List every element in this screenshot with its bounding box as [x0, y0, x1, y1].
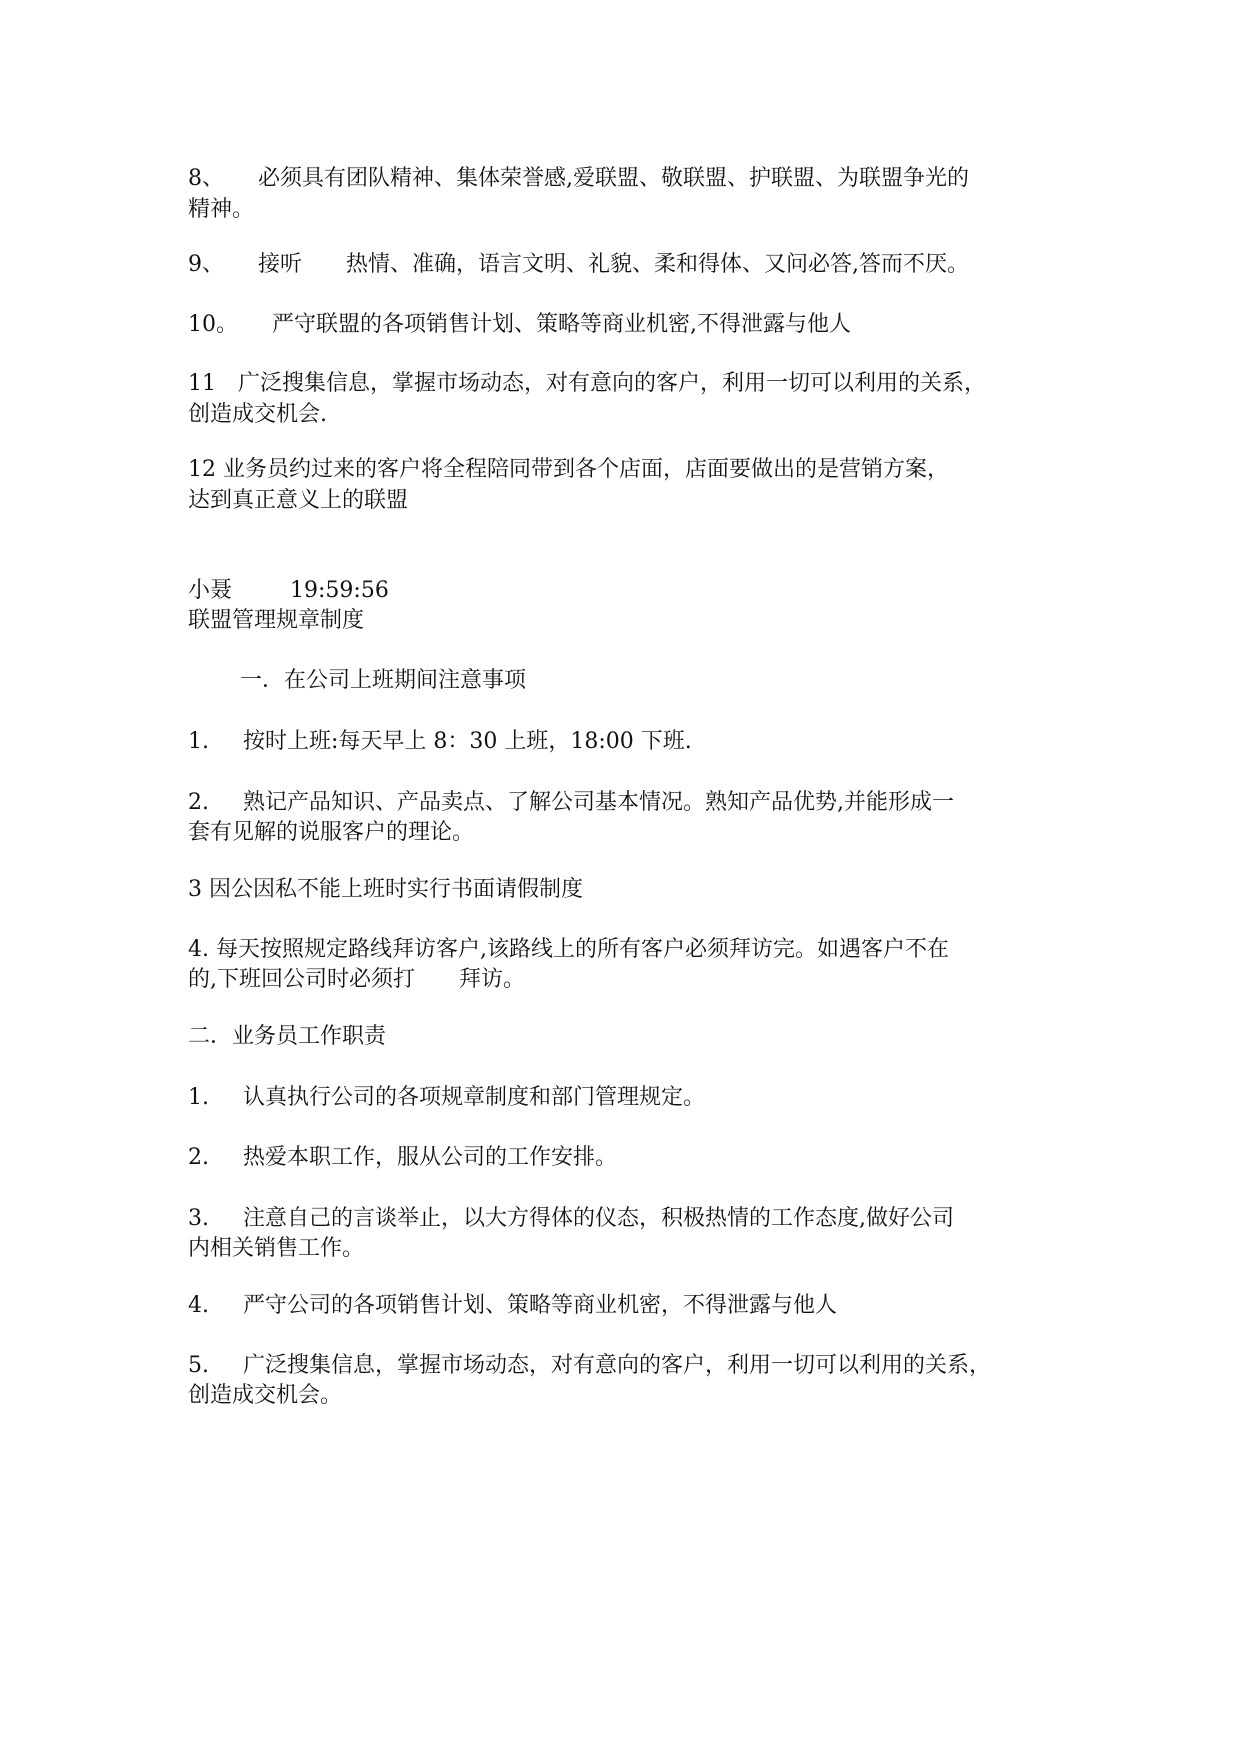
item-number: 8、 — [188, 166, 224, 191]
item-number: 10。 — [188, 312, 238, 337]
item-text: 严守联盟的各项销售计划、策略等商业机密,不得泄露与他人 — [272, 312, 851, 337]
message-header — [188, 578, 1068, 604]
section-1-item-2 — [188, 790, 1068, 816]
section-1-item-2-continuation — [188, 820, 1068, 846]
section-2-item-3-continuation — [188, 1236, 1068, 1262]
item-text-continued: 达到真正意义上的联盟 — [188, 488, 409, 513]
item-number: 9、 — [188, 252, 224, 277]
item-number: 2. — [188, 1145, 209, 1170]
item-text: 3 因公因私不能上班时实行书面请假制度 — [188, 877, 583, 902]
item-text: 12 业务员约过来的客户将全程陪同带到各个店面，店面要做出的是营销方案， — [188, 457, 949, 482]
item-number: 5. — [188, 1353, 209, 1378]
item-number: 1. — [188, 729, 209, 754]
item-number: 11 — [188, 371, 216, 396]
item-text-continued: 内相关销售工作。 — [188, 1236, 365, 1261]
section-1-item-4-continuation — [188, 967, 1068, 993]
item-text: 广泛搜集信息，掌握市场动态，对有意向的客户，利用一切可以利用的关系， — [243, 1353, 992, 1378]
heading-text: 二．业务员工作职责 — [188, 1024, 387, 1049]
item-text: 熟记产品知识、产品卖点、了解公司基本情况。熟知产品优势,并能形成一 — [243, 790, 954, 815]
item-text: 按时上班:每天早上 8：30 上班，18:00 下班. — [243, 729, 692, 754]
section-2-item-3 — [188, 1206, 1068, 1232]
item-text: 注意自己的言谈举止，以大方得体的仪态，积极热情的工作态度,做好公司 — [243, 1206, 954, 1231]
item-text: 广泛搜集信息，掌握市场动态，对有意向的客户，利用一切可以利用的关系， — [238, 371, 987, 396]
item-text: 热爱本职工作，服从公司的工作安排。 — [243, 1145, 618, 1170]
section-2-heading — [188, 1024, 1068, 1050]
section-2-item-4 — [188, 1293, 1068, 1319]
heading-text: 一．在公司上班期间注意事项 — [240, 668, 527, 693]
item-text-continued: 创造成交机会。 — [188, 1383, 343, 1408]
item-text: 必须具有团队精神、集体荣誉感,爱联盟、敬联盟、护联盟、为联盟争光的 — [258, 166, 969, 191]
item-text-part2: 热情、准确，语言文明、礼貌、柔和得体、又问必答,答而不厌。 — [346, 252, 970, 277]
item-text-continued: 创造成交机会. — [188, 402, 327, 427]
item-text-continued: 精神。 — [188, 197, 255, 222]
item-number: 4. — [188, 1293, 209, 1318]
title-text: 联盟管理规章制度 — [188, 608, 365, 633]
item-8 — [188, 166, 1068, 192]
item-text-continued-a: 的,下班回公司时必须打 — [188, 967, 415, 992]
section-2-item-5 — [188, 1353, 1068, 1379]
item-10 — [188, 312, 1068, 338]
item-text: 严守公司的各项销售计划、策略等商业机密，不得泄露与他人 — [243, 1293, 838, 1318]
item-text-part1: 接听 — [258, 252, 303, 277]
section-1-item-4 — [188, 937, 1068, 963]
section-1-heading — [240, 668, 1120, 694]
item-text: 4. 每天按照规定路线拜访客户,该路线上的所有客户必须拜访完。如遇客户不在 — [188, 937, 949, 962]
section-1-item-3 — [188, 877, 1068, 903]
item-text: 认真执行公司的各项规章制度和部门管理规定。 — [243, 1085, 706, 1110]
item-12 — [188, 457, 1068, 483]
item-number: 3. — [188, 1206, 209, 1231]
item-text-continued-b: 拜访。 — [459, 967, 526, 992]
section-2-item-2 — [188, 1145, 1068, 1171]
section-2-item-5-continuation — [188, 1383, 1068, 1409]
item-number: 2. — [188, 790, 209, 815]
item-11-continuation — [188, 402, 1068, 428]
section-2-item-1 — [188, 1085, 1068, 1111]
item-11 — [188, 371, 1068, 397]
item-12-continuation — [188, 488, 1068, 514]
item-8-continuation — [188, 197, 1068, 223]
item-number: 1. — [188, 1085, 209, 1110]
item-text-continued: 套有见解的说服客户的理论。 — [188, 820, 475, 845]
item-9 — [188, 252, 1068, 278]
section-1-item-1 — [188, 729, 1068, 755]
message-sender: 小聂 — [188, 578, 233, 603]
document-title — [188, 608, 1068, 634]
message-time: 19:59:56 — [290, 578, 389, 603]
